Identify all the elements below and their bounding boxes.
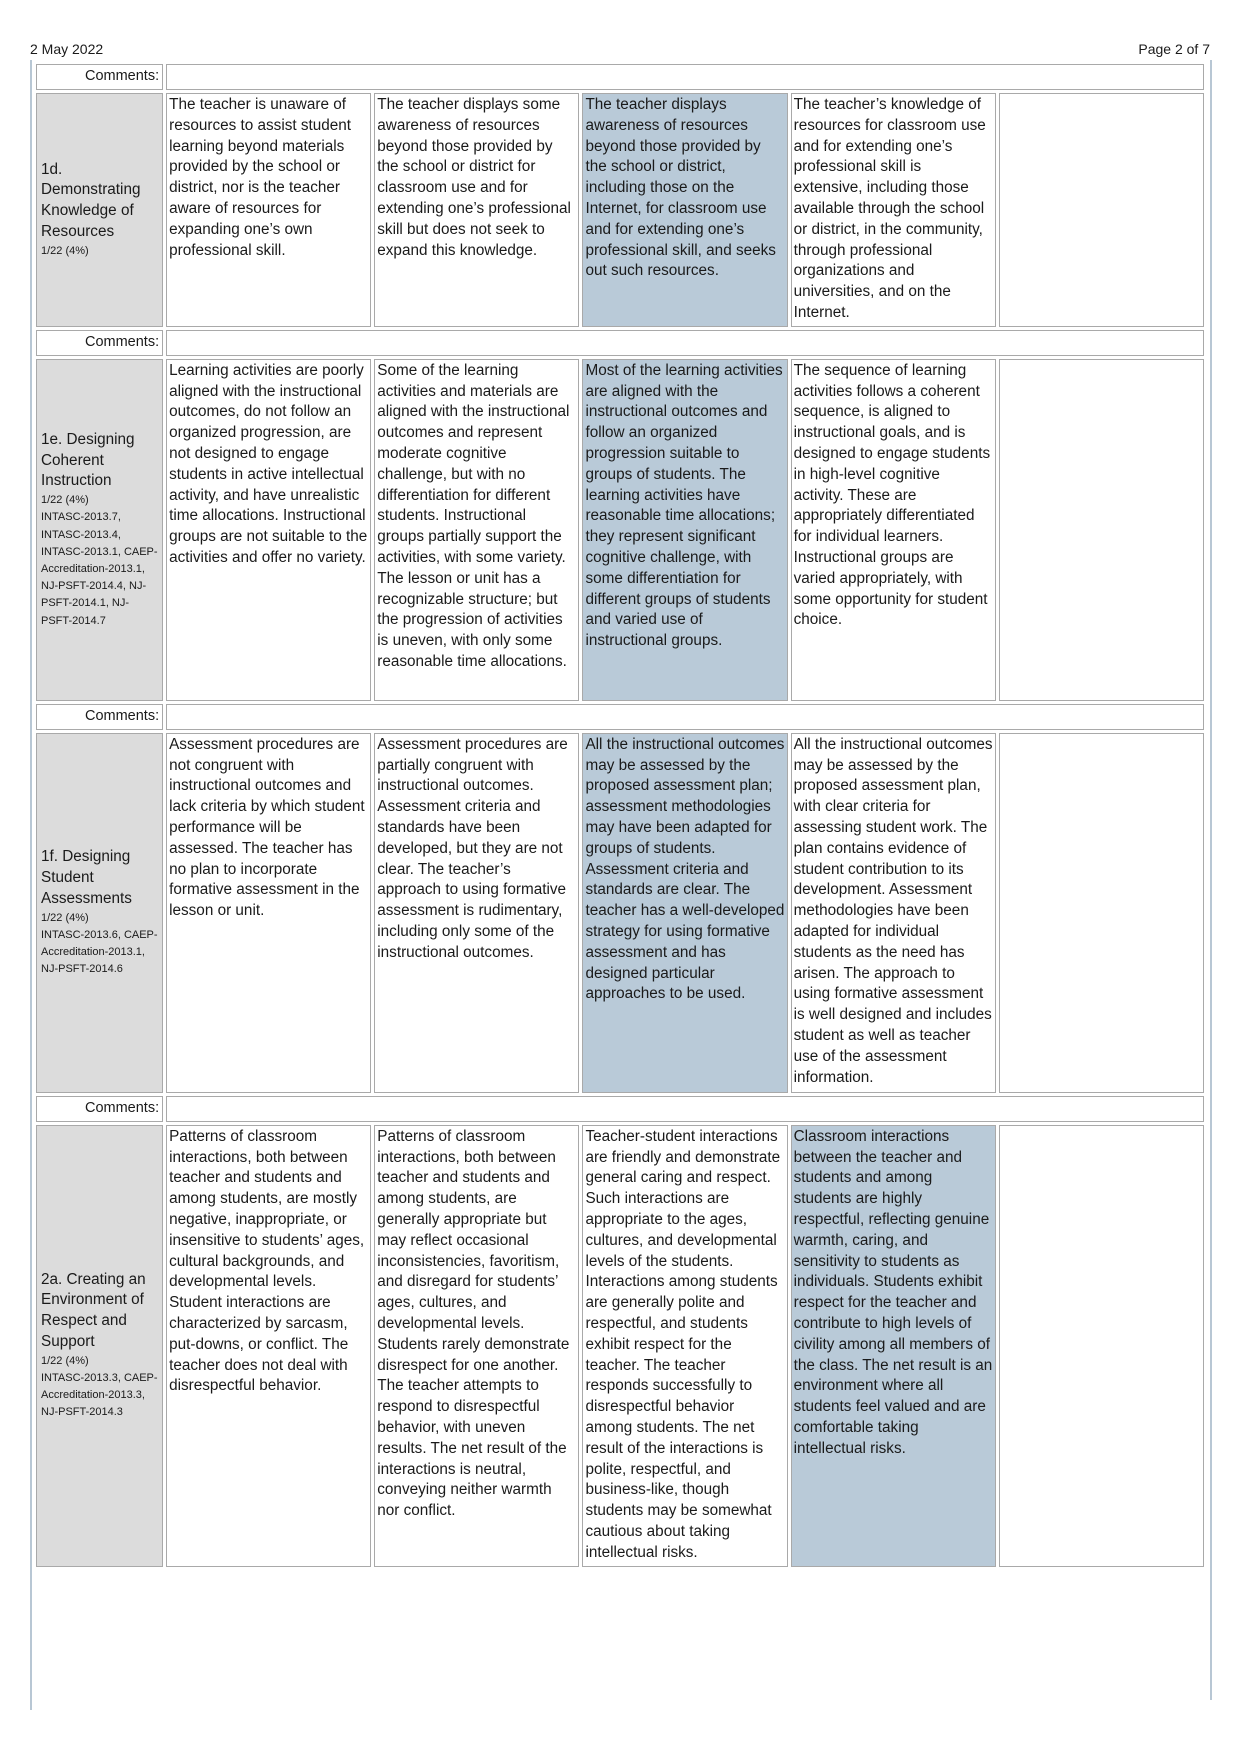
rubric-body bbox=[36, 64, 1204, 1567]
rubric-level-cell[interactable]: The teacher is unaware of resources to assist student learning beyond materials provided by the school or district, nor is the teacher aware of resources for expanding one’s own professional skill. bbox=[166, 93, 371, 327]
rubric-table bbox=[33, 61, 1207, 1570]
criterion-row bbox=[36, 733, 1204, 1093]
criterion-row bbox=[36, 93, 1204, 327]
criterion-standards: INTASC-2013.3, CAEP-Accreditation-2013.3, NJ-PSFT-2014.3 bbox=[41, 1372, 158, 1419]
criterion-weight: 1/22 (4%) bbox=[41, 244, 89, 257]
comments-field[interactable] bbox=[166, 330, 1204, 356]
comments-field[interactable] bbox=[166, 64, 1204, 90]
criterion-label-cell bbox=[36, 1125, 163, 1567]
criterion-label-cell bbox=[36, 93, 163, 327]
rubric-level-cell[interactable] bbox=[999, 93, 1204, 327]
criterion-title: 1d. Demonstrating Knowledge of Resources bbox=[41, 160, 141, 241]
print-date: 2 May 2022 bbox=[30, 41, 104, 57]
rubric-level-cell[interactable]: Classroom interactions between the teacher and students and among students are highly respectful, reflecting genuine warmth, caring, and sensitivity to students as individuals. Students exhibit respect for the teacher and contribute to high levels of civility among all members of the class. The net result is an environment where all students feel valued and are comfortable taking intellectual risks. bbox=[791, 1125, 996, 1567]
comments-row bbox=[36, 704, 1204, 730]
comments-label: Comments: bbox=[36, 64, 163, 90]
page-number: Page 2 of 7 bbox=[1138, 41, 1210, 57]
criterion-label-cell bbox=[36, 359, 163, 701]
comments-row bbox=[36, 64, 1204, 90]
criterion-title: 1e. Designing Coherent Instruction bbox=[41, 430, 135, 490]
rubric-level-cell[interactable]: The teacher’s knowledge of resources for classroom use and for extending one’s professional skill is extensive, including those available through the school or district, in the community, through professional organizations and universities, and on the Internet. bbox=[791, 93, 996, 327]
rubric-level-cell[interactable]: The teacher displays awareness of resources beyond those provided by the school or district, including those on the Internet, for classroom use and for extending one’s professional skill, and seeks out such resources. bbox=[582, 93, 787, 327]
rubric-level-cell[interactable]: Some of the learning activities and materials are aligned with the instructional outcomes and represent moderate cognitive challenge, but with no differentiation for different students. Instructional groups partially support the activities, with some variety. The lesson or unit has a recognizable structure; but the progression of activities is uneven, with only some reasonable time allocations. bbox=[374, 359, 579, 701]
rubric-level-cell[interactable]: All the instructional outcomes may be assessed by the proposed assessment plan, with clear criteria for assessing student work. The plan contains evidence of student contribution to its development. Assessment methodologies have been adapted for individual students as the need has arisen. The approach to using formative assessment is well designed and includes student as well as teacher use of the assessment information. bbox=[791, 733, 996, 1093]
criterion-weight: 1/22 (4%) bbox=[41, 911, 89, 924]
criterion-standards: INTASC-2013.7, INTASC-2013.4, INTASC-2013.1, CAEP-Accreditation-2013.1, NJ-PSFT-2014.4, NJ-PSFT-2014.1, NJ-PSFT-2014.7 bbox=[41, 511, 158, 627]
rubric-level-cell[interactable]: Patterns of classroom interactions, both between teacher and students and among students, are mostly negative, inappropriate, or insensitive to students’ ages, cultural backgrounds, and developmental levels. Student interactions are characterized by sarcasm, put-downs, or conflict. The teacher does not deal with disrespectful behavior. bbox=[166, 1125, 371, 1567]
rubric-level-cell[interactable]: Assessment procedures are not congruent with instructional outcomes and lack criteria by which student performance will be assessed. The teacher has no plan to incorporate formative assessment in the lesson or unit. bbox=[166, 733, 371, 1093]
comments-row bbox=[36, 1096, 1204, 1122]
rubric-level-cell[interactable] bbox=[999, 359, 1204, 701]
rubric-level-cell[interactable]: The sequence of learning activities follows a coherent sequence, is aligned to instructional goals, and is designed to engage students in high-level cognitive activity. These are appropriately differentiated for individual learners. Instructional groups are varied appropriately, with some opportunity for student choice. bbox=[791, 359, 996, 701]
comments-label: Comments: bbox=[36, 704, 163, 730]
rubric-level-cell[interactable]: Assessment procedures are partially congruent with instructional outcomes. Assessment criteria and standards have been developed, but they are not clear. The teacher’s approach to using formative assessment is rudimentary, including only some of the instructional outcomes. bbox=[374, 733, 579, 1093]
rubric-level-cell[interactable]: Learning activities are poorly aligned with the instructional outcomes, do not follow an organized progression, are not designed to engage students in active intellectual activity, and have unrealistic time allocations. Instructional groups are not suitable to the activities and offer no variety. bbox=[166, 359, 371, 701]
rubric-level-cell[interactable]: All the instructional outcomes may be assessed by the proposed assessment plan; assessment methodologies may have been adapted for groups of students. Assessment criteria and standards are clear. The teacher has a well-developed strategy for using formative assessment and has designed particular approaches to be used. bbox=[582, 733, 787, 1093]
comments-field[interactable] bbox=[166, 704, 1204, 730]
rubric-level-cell[interactable] bbox=[999, 733, 1204, 1093]
comments-label: Comments: bbox=[36, 330, 163, 356]
criterion-title: 2a. Creating an Environment of Respect and Support bbox=[41, 1270, 146, 1351]
rubric-level-cell[interactable]: Patterns of classroom interactions, both between teacher and students and among students, are generally appropriate but may reflect occasional inconsistencies, favoritism, and disregard for students’ ages, cultures, and developmental levels. Students rarely demonstrate disrespect for one another. The teacher attempts to respond to disrespectful behavior, with uneven results. The net result of the interactions is neutral, conveying neither warmth nor conflict. bbox=[374, 1125, 579, 1567]
criterion-title: 1f. Designing Student Assessments bbox=[41, 848, 132, 907]
rubric-level-cell[interactable]: The teacher displays some awareness of resources beyond those provided by the school or district for classroom use and for extending one’s professional skill but does not seek to expand this knowledge. bbox=[374, 93, 579, 327]
criterion-row bbox=[36, 1125, 1204, 1567]
criterion-weight: 1/22 (4%) bbox=[41, 494, 89, 507]
criterion-label-cell bbox=[36, 733, 163, 1093]
comments-label: Comments: bbox=[36, 1096, 163, 1122]
comments-row bbox=[36, 330, 1204, 356]
rubric-level-cell[interactable] bbox=[999, 1125, 1204, 1567]
criterion-weight: 1/22 (4%) bbox=[41, 1354, 89, 1367]
criterion-standards: INTASC-2013.6, CAEP-Accreditation-2013.1, NJ-PSFT-2014.6 bbox=[41, 928, 158, 976]
rubric-level-cell[interactable]: Teacher-student interactions are friendly and demonstrate general caring and respect. Such interactions are appropriate to the ages, cultures, and developmental levels of the students. Interactions among students are generally polite and respectful, and students exhibit respect for the teacher. The teacher responds successfully to disrespectful behavior among students. The net result of the interactions is polite, respectful, and business-like, though students may be somewhat cautious about taking intellectual risks. bbox=[582, 1125, 787, 1567]
comments-field[interactable] bbox=[166, 1096, 1204, 1122]
rubric-level-cell[interactable]: Most of the learning activities are aligned with the instructional outcomes and follow an organized progression suitable to groups of students. The learning activities have reasonable time allocations; they represent significant cognitive challenge, with some differentiation for different groups of students and varied use of instructional groups. bbox=[582, 359, 787, 701]
frame-bottom bbox=[30, 1700, 32, 1710]
criterion-row bbox=[36, 359, 1204, 701]
